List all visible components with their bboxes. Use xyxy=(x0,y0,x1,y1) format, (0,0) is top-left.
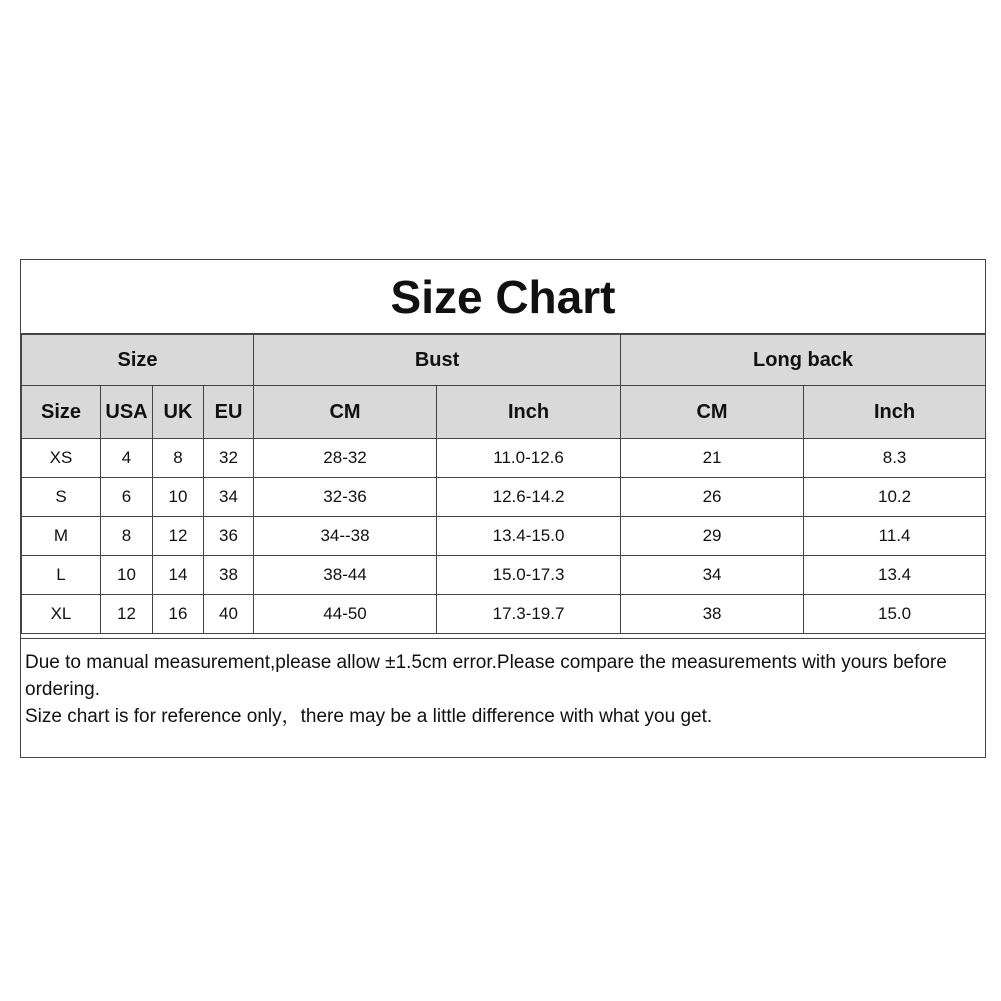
cell-back-cm: 29 xyxy=(621,517,804,556)
cell-usa: 4 xyxy=(101,439,153,478)
cell-uk: 10 xyxy=(153,478,204,517)
cell-size: S xyxy=(22,478,101,517)
cell-uk: 14 xyxy=(153,556,204,595)
cell-back-cm: 38 xyxy=(621,595,804,634)
note-measurement: Due to manual measurement,please allow ±1.5cm error.Please compare the measurements with yours before ordering. xyxy=(25,652,947,700)
group-header-bust: Bust xyxy=(254,335,621,386)
cell-uk: 8 xyxy=(153,439,204,478)
cell-eu: 40 xyxy=(204,595,254,634)
column-header-back-inch: Inch xyxy=(804,386,986,439)
column-header-eu: EU xyxy=(204,386,254,439)
cell-back-cm: 26 xyxy=(621,478,804,517)
cell-bust-inch: 17.3-19.7 xyxy=(437,595,621,634)
cell-size: XL xyxy=(22,595,101,634)
cell-back-inch: 11.4 xyxy=(804,517,986,556)
column-header-bust-inch: Inch xyxy=(437,386,621,439)
cell-back-inch: 8.3 xyxy=(804,439,986,478)
cell-bust-cm: 32-36 xyxy=(254,478,437,517)
table-row xyxy=(22,556,986,595)
cell-bust-cm: 44-50 xyxy=(254,595,437,634)
chart-title: Size Chart xyxy=(21,260,985,334)
cell-size: L xyxy=(22,556,101,595)
cell-uk: 16 xyxy=(153,595,204,634)
column-header-uk: UK xyxy=(153,386,204,439)
cell-bust-inch: 13.4-15.0 xyxy=(437,517,621,556)
cell-bust-inch: 15.0-17.3 xyxy=(437,556,621,595)
table-row xyxy=(22,517,986,556)
cell-bust-cm: 28-32 xyxy=(254,439,437,478)
cell-back-inch: 13.4 xyxy=(804,556,986,595)
cell-eu: 38 xyxy=(204,556,254,595)
size-chart xyxy=(20,259,986,758)
table-row xyxy=(22,595,986,634)
cell-back-cm: 21 xyxy=(621,439,804,478)
cell-uk: 12 xyxy=(153,517,204,556)
column-header-back-cm: CM xyxy=(621,386,804,439)
group-header-long-back: Long back xyxy=(621,335,986,386)
cell-eu: 36 xyxy=(204,517,254,556)
cell-usa: 6 xyxy=(101,478,153,517)
cell-back-inch: 10.2 xyxy=(804,478,986,517)
cell-bust-cm: 38-44 xyxy=(254,556,437,595)
cell-eu: 32 xyxy=(204,439,254,478)
cell-eu: 34 xyxy=(204,478,254,517)
notes xyxy=(21,638,985,757)
note-reference: Size chart is for reference only，there may be a little difference with what you get. xyxy=(25,706,713,727)
cell-size: M xyxy=(22,517,101,556)
cell-usa: 8 xyxy=(101,517,153,556)
column-header-size: Size xyxy=(22,386,101,439)
cell-usa: 12 xyxy=(101,595,153,634)
cell-usa: 10 xyxy=(101,556,153,595)
column-header-usa: USA xyxy=(101,386,153,439)
cell-size: XS xyxy=(22,439,101,478)
cell-bust-cm: 34--38 xyxy=(254,517,437,556)
group-header-size: Size xyxy=(22,335,254,386)
table-row xyxy=(22,439,986,478)
cell-bust-inch: 11.0-12.6 xyxy=(437,439,621,478)
group-header-row xyxy=(22,335,986,386)
size-table xyxy=(21,334,986,634)
cell-bust-inch: 12.6-14.2 xyxy=(437,478,621,517)
table-row xyxy=(22,478,986,517)
column-header-row xyxy=(22,386,986,439)
cell-back-cm: 34 xyxy=(621,556,804,595)
column-header-bust-cm: CM xyxy=(254,386,437,439)
cell-back-inch: 15.0 xyxy=(804,595,986,634)
